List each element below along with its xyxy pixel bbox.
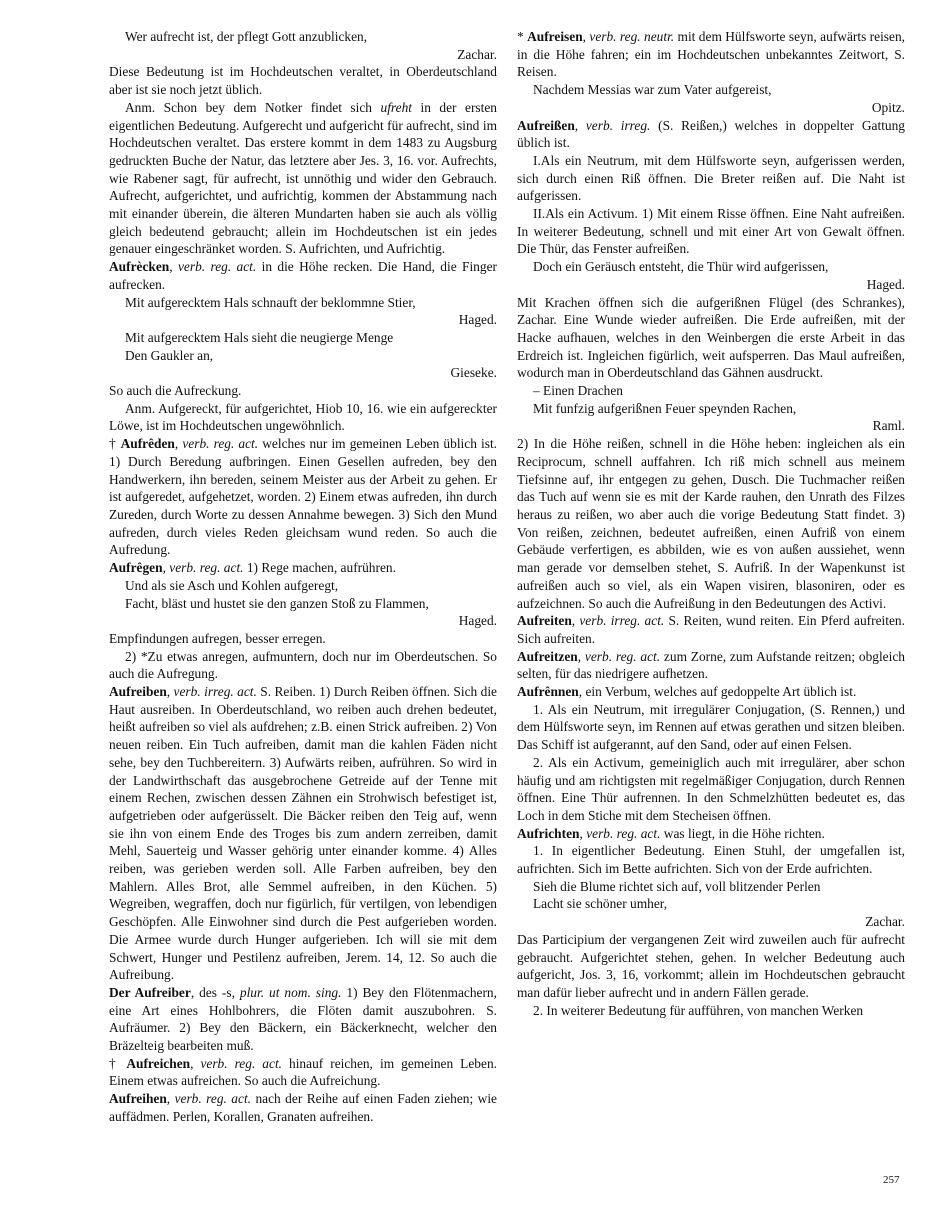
entry-separator: , (166, 1091, 175, 1107)
indented-paragraph (517, 152, 905, 205)
headword: Aufrênnen (517, 684, 579, 700)
entry-separator: , (579, 825, 587, 841)
entry-separator: , (162, 560, 170, 576)
paragraph-text: 1. Als ein Neutrum, mit irregulärer Conjugation, (S. Rennen,) und dem Hülfsworte seyn, im Rennen auf etwas gerathen und sitzen bleiben. Das Schiff ist aufgerannt, auf den Sand, oder auf einen Felsen. (517, 701, 905, 753)
verse-line: Mit funfzig aufgerißnen Feuer speynden Rachen, (533, 400, 797, 416)
paragraph-text: 2. In weiterer Bedeutung für aufführen, von manchen Werken (533, 1002, 864, 1018)
definition-text: 1) Bey den Flötenmachern, eine Art eines Hohlbohrers, die Flöten damit auszubohren. S. Aufräumer. 2) Bey den Bäckern, ein Bäckerknecht, welcher den Bräzelteig bearbeiten muß. (109, 984, 497, 1054)
headword: Aufreitzen (517, 648, 578, 664)
quote-attribution: Haged. (458, 613, 497, 629)
dictionary-entry (517, 825, 905, 843)
headword: Aufrêgen (109, 560, 163, 576)
definition-text: in die Höhe recken. Die Hand, die Finger aufrecken. (109, 259, 497, 292)
grammar-label: plur. ut nom. sing. (239, 984, 342, 1000)
italic-term: ufreht (380, 99, 412, 115)
entry-marker: * (517, 29, 528, 44)
dictionary-entry (517, 612, 905, 647)
dictionary-entry (109, 984, 497, 1055)
entry-separator: , (190, 1055, 201, 1071)
grammar-label: verb. reg. act. (584, 648, 661, 664)
paragraph-text: 2. Als ein Activum, gemeiniglich auch mit irregulärer, aber schon häufig und am richtigsten mit regelmäßiger Conjugation, durch Rennen öffnen. Eine Thür aufrennen. In den Schmelzhütten bedeutet es, das Loch in dem Stiche mit dem Stecheisen öffnen. (517, 754, 905, 823)
dictionary-entry (109, 1090, 497, 1125)
headword: Aufreichen (126, 1055, 191, 1071)
indented-paragraph (109, 400, 497, 435)
verse-line: Mit aufgerecktem Hals schnauft der beklommne Stier, (125, 294, 416, 310)
dictionary-entry (109, 435, 497, 559)
left-column (109, 28, 497, 1126)
dictionary-entry (109, 559, 497, 577)
definition-text: welches nur im gemeinen Leben üblich ist. 1) Durch Beredung aufbringen. Einen Gesellen aufreden, bey den Handwerkern, ihn bereden, seinem Meister aus der Arbeit zu gehen. Er ist aufgeredet, aufgehetzet, worden. 2) Einem etwas aufreden, ihn durch Zureden, durch Worte zu dessen Annahme bewegen. 3) Sich den Mund aufreden, durch vieles Reden gleichsam wund reden. So auch die Aufredung. (109, 436, 498, 558)
paragraph: Diese Bedeutung ist im Hochdeutschen veraltet, in Oberdeutschland aber ist sie noch jetzt üblich. (109, 64, 497, 98)
paragraph: Empfindungen aufregen, besser erregen. (109, 630, 326, 646)
definition-text: hinauf reichen, im gemeinen Leben. Einem etwas aufreichen. So auch die Aufreichung. (109, 1055, 497, 1089)
paragraph: Mit Krachen öffnen sich die aufgerißnen Flügel (des Schrankes), Zachar. Eine Wunde wieder aufreißen. Die Erde aufreißen, mit der Hacke aufhauen, welches in den Weinbergen die erste Arbeit in das Erdreich ist. Ingleichen figürlich, weit aufsperren. Das Maul aufreißen, wodurch man in Oberdeutschland das Gähnen ausdruckt. (517, 294, 905, 381)
dictionary-entry (109, 258, 497, 293)
indented-paragraph (109, 648, 497, 683)
paragraph: 2) In die Höhe reißen, schnell in die Höhe heben: ingleichen als ein Reciprocum, schnell auffahren. Ich riß mich schnell aus meinem Tiefsinne auf, ihr entgegen zu gehen, Dusch. Die Tuchmacher reißen das Tuch auf wenn sie es mit der Karde rauhen, den Unrath des Filzes heraus zu reißen, wo aber auch die vorige Bedeutung Statt findet. 3) Von reißen, zeichnen, bedeutet aufreißen, einen Aufriß von einem Gebäude verfertigen, es abbilden, wie es von außen aussiehet, wenn man gerade vor demselben stehet, S. Aufriß. In der Wapenkunst ist aufreißen auch so viel, als ein Wapen visiren, blasoniren, oder es aufzeichnen. So auch die Aufreißung in den Bedeutungen des Activi. (517, 436, 905, 611)
entry-separator: , des -s, (190, 984, 240, 1000)
headword: Aufreihen (109, 1091, 167, 1107)
dictionary-entry (517, 648, 905, 683)
indented-paragraph (517, 1002, 905, 1020)
entry-separator: , (578, 684, 586, 700)
grammar-label: verb. reg. neutr. (589, 29, 675, 44)
entry-separator: , (571, 613, 580, 629)
paragraph-text: 1. In eigentlicher Bedeutung. Einen Stuhl, der umgefallen ist, aufrichten. Sich im Bette aufrichten. Sich von der Erde aufrichten. (517, 843, 905, 877)
headword: Aufreiten (517, 613, 572, 629)
dictionary-entry (109, 1055, 497, 1090)
definition-text: S. Reiben. 1) Durch Reiben öffnen. Sich die Haut ausreiben. In Oberdeutschland, wo reiben auch drehen bedeutet, heißt aufreiben so viel als aufdrehen; z.B. einen Strick aufreiben. 2) Von neuen reiben. Ein Tuch aufreiben, damit man die kahlen Fäden nicht sehe, bey den Tuchbereitern. 3) Aufwärts reiben, aufrühren. So wird in der Landwirthschaft das ausgebrochene Getreide auf der Tenne mit einem Rechen, zwischen dessen Zähnen ein Strohwisch befestiget ist, aufgetrieben oder aufgerüsselt. Die Bäcker reiben den Teig auf, wenn sie ihn von einem Ende des Troges bis zum andern zerreiben, damit Mehl, Sauerteig und Wasser gehörig unter einander komme. 4) Alles reiben, was gerieben werden soll. Alle Farben aufreiben, bey den Mahlern. Alles Brot, alle Semmel aufreiben, in den Küchen. 5) Wegreiben, wegraffen, doch nur figürlich, für vertilgen, von lebendigen Geschöpfen. Alle Einwohner sind durch die Pest aufgerieben worden. Die Armee wurde durch Hunger aufgerieben. Ich will sie mit dem Schwert, Hunger und Pestilenz aufreiben, Jerem. 14, 12. So auch die Aufreibung. (109, 684, 497, 983)
verse-line: Doch ein Geräusch entsteht, die Thür wird aufgerissen, (533, 259, 829, 275)
paragraph-text: 2) *Zu etwas anregen, aufmuntern, doch nur im Oberdeutschen. So auch die Aufregung. (109, 648, 497, 682)
entry-separator: , (574, 117, 586, 133)
paragraph-text: II.Als ein Activum. 1) Mit einem Risse öffnen. Eine Naht aufreißen. In weiterer Bedeutung, schnell und mit einer Art von Gewalt öffnen. Die Thür, das Fenster aufreißen. (517, 206, 905, 257)
paragraph: So auch die Aufreckung. (109, 383, 242, 399)
right-column (517, 28, 905, 1019)
headword: Aufrêden (120, 436, 175, 452)
indented-paragraph (517, 754, 905, 825)
verse-line: Den Gaukler an, (125, 347, 214, 363)
definition-text: nach der Reihe auf einen Faden ziehen; wie auffädmen. Perlen, Korallen, Granaten aufreihen. (109, 1091, 497, 1124)
verse-line: – Einen Drachen (533, 383, 623, 399)
dictionary-entry (517, 117, 905, 152)
grammar-label: verb. reg. act. (182, 436, 259, 452)
headword: Aufrècken (109, 259, 170, 275)
indented-paragraph (109, 99, 497, 258)
entry-marker: † (109, 436, 121, 452)
verse-line: Und als sie Asch und Kohlen aufgeregt, (125, 577, 339, 593)
grammar-label: verb. reg. act. (586, 825, 661, 841)
dictionary-entry (517, 28, 905, 81)
verse-line: Lacht sie schöner umher, (533, 896, 668, 912)
definition-text: S. Reiten, wund reiten. Ein Pferd aufreiten. Sich aufreiten. (517, 613, 905, 646)
verse-line: Sieh die Blume richtet sich auf, voll blitzender Perlen (533, 878, 821, 894)
grammar-label: verb. irreg. act. (173, 684, 257, 700)
quote-attribution: Opitz. (871, 99, 905, 115)
quote-attribution: Raml. (872, 418, 905, 434)
indented-paragraph (517, 205, 905, 258)
entry-separator: , (577, 648, 585, 664)
quote-attribution: Zachar. (457, 46, 497, 62)
entry-marker: † (109, 1055, 127, 1071)
definition-text: mit dem Hülfsworte seyn, aufwärts reisen, in die Höhe fahren; ein im Hochdeutschen unbekanntes Zeitwort, S. Reisen. (517, 29, 905, 80)
verse-line: Nachdem Messias war zum Vater aufgereist, (533, 82, 772, 98)
headword: Aufrichten (517, 825, 580, 841)
grammar-label: verb. reg. act. (200, 1055, 283, 1071)
paragraph-text: I.Als ein Neutrum, mit dem Hülfsworte seyn, aufgerissen werden, sich durch einen Riß öffnen. Die Breter reißen auf. Die Naht ist aufgerissen. (517, 152, 905, 204)
grammar-label: verb. irreg. act. (579, 613, 665, 629)
headword: Aufreiben (109, 684, 167, 700)
quote-attribution: Gieseke. (450, 365, 497, 381)
definition-text: ein Verbum, welches auf gedoppelte Art üblich ist. (585, 684, 857, 700)
entry-separator: , (169, 259, 178, 275)
dictionary-entry (109, 683, 497, 984)
definition-text: zum Zorne, zum Aufstande reitzen; obgleich selten, für das niedrigere aufhetzen. (517, 648, 905, 682)
verse-line: Mit aufgerecktem Hals sieht die neugierge Menge (125, 329, 394, 345)
dictionary-entry (517, 683, 905, 701)
verse-line: Wer aufrecht ist, der pflegt Gott anzublicken, (125, 29, 368, 44)
quote-attribution: Haged. (866, 276, 905, 292)
entry-separator: , (174, 436, 183, 452)
entry-separator: , (166, 684, 174, 700)
indented-paragraph (517, 701, 905, 754)
definition-text: (S. Reißen,) welches in doppelter Gattung üblich ist. (517, 117, 905, 151)
quote-attribution: Zachar. (865, 914, 905, 930)
page-number: 257 (883, 1174, 900, 1186)
paragraph-text: Anm. Schon bey dem Notker findet sich (125, 99, 381, 115)
definition-text: was liegt, in die Höhe richten. (660, 825, 825, 841)
headword: Aufreisen (527, 29, 583, 44)
indented-paragraph (517, 842, 905, 877)
definition-text: 1) Rege machen, aufrühren. (243, 560, 396, 576)
paragraph-text: in der ersten eigentlichen Bedeutung. Aufgerecht und aufgericht für aufrecht, sind im Hochdeutschen veraltet. Das erstere kommt in dem 1483 zu Augsburg gedruckten Buche der Natur, das letztere aber Jes. 3, 16. vor. Aufrechts, wie Rabener sagt, für aufrecht, ist unnöthig und wider den Gebrauch. Aufrecht, aufgerichtet, und aufrichtig, kommen der Abstammung nach mit einander überein, die älteren Mundarten haben sie auch als völlig gleich bedeutend gebraucht; allein im Hochdeutschen ist ein jedes genauer eingeschränket worden. S. Aufrichten, und Aufrichtig. (109, 99, 497, 257)
grammar-label: verb. reg. act. (177, 259, 257, 275)
entry-separator: , (582, 29, 590, 44)
grammar-label: verb. irreg. (585, 117, 651, 133)
grammar-label: verb. reg. act. (174, 1091, 252, 1107)
headword: Der Aufreiber (109, 984, 191, 1000)
verse-line: Facht, bläst und hustet sie den ganzen Stoß zu Flammen, (125, 595, 429, 611)
paragraph: Das Participium der vergangenen Zeit wird zuweilen auch für aufrecht gebraucht. Aufgerichtet stehen, gehen. In welcher Bedeutung auch aufgericht, Jos. 3, 16, vorkommt; allein im Hochdeutschen gebraucht man dafür lieber aufrecht und in andern Fällen gerade. (517, 931, 905, 1000)
paragraph-text: Anm. Aufgereckt, für aufgerichtet, Hiob 10, 16. wie ein aufgereckter Löwe, ist im Hochdeutschen ungewöhnlich. (109, 400, 497, 434)
quote-attribution: Haged. (458, 312, 497, 328)
grammar-label: verb. reg. act. (169, 560, 244, 576)
headword: Aufreißen (517, 117, 575, 133)
